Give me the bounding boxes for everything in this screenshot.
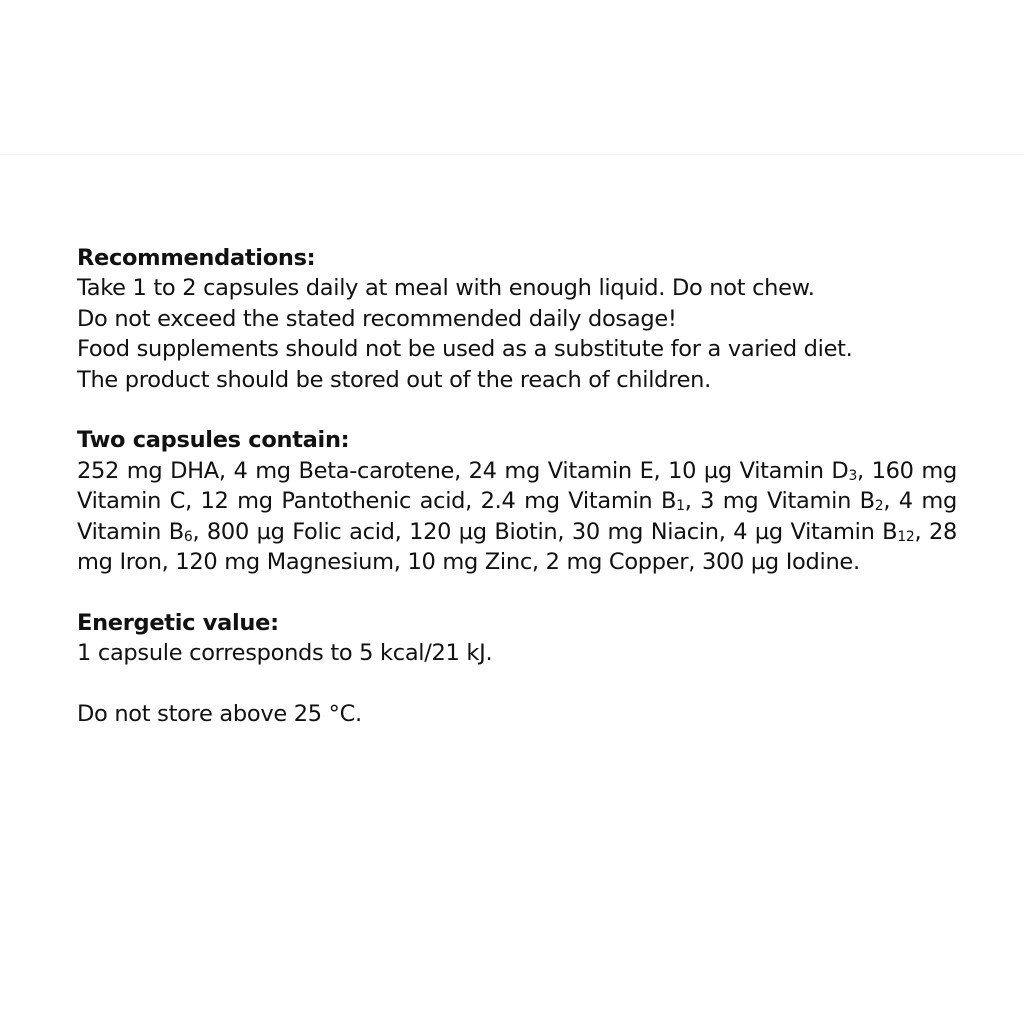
recommendation-line: Take 1 to 2 capsules daily at meal with enough liquid. Do not chew. (77, 275, 815, 302)
vitamin-b12-subscript: 12 (897, 528, 915, 545)
storage-text: Do not store above 25 °C. (77, 701, 362, 728)
label-text (77, 243, 957, 760)
contents-section (77, 425, 957, 577)
energy-heading: Energetic value: (77, 609, 279, 636)
energy-text: 1 capsule corresponds to 5 kcal/21 kJ. (77, 640, 493, 667)
vitamin-b1-subscript: 1 (676, 498, 685, 515)
contents-text: , 28 mg Iron, 120 mg Magnesium, 10 mg Zinc, 2 mg Copper, 300 µg Iodine. (77, 518, 957, 576)
contents-text: , 4 mg Vitamin B (77, 488, 958, 545)
vitamin-b2-subscript: 2 (874, 498, 884, 515)
storage-section (77, 699, 957, 729)
contents-heading: Two capsules contain: (77, 427, 350, 454)
contents-text: , 800 µg Folic acid, 120 µg Biotin, 30 mg Niacin, 4 µg Vitamin B (192, 518, 898, 545)
recommendations-heading: Recommendations: (77, 245, 316, 271)
contents-list (77, 456, 957, 578)
top-band (0, 0, 1024, 155)
energy-section (77, 608, 957, 669)
contents-text: , 160 mg Vitamin C, 12 mg Pantothenic acid, 2.4 mg Vitamin B (77, 457, 957, 515)
contents-text: 252 mg DHA, 4 mg Beta-carotene, 24 mg Vitamin E, 10 µg Vitamin D (77, 457, 849, 484)
recommendations-section (77, 243, 957, 395)
recommendation-line: The product should be stored out of the reach of children. (77, 366, 711, 393)
vitamin-b6-subscript: 6 (183, 528, 193, 545)
recommendation-line: Do not exceed the stated recommended daily dosage! (77, 305, 677, 332)
vitamin-d-subscript: 3 (848, 467, 858, 484)
contents-text: , 3 mg Vitamin B (684, 488, 875, 515)
recommendation-line: Food supplements should not be used as a substitute for a varied diet. (77, 336, 853, 363)
